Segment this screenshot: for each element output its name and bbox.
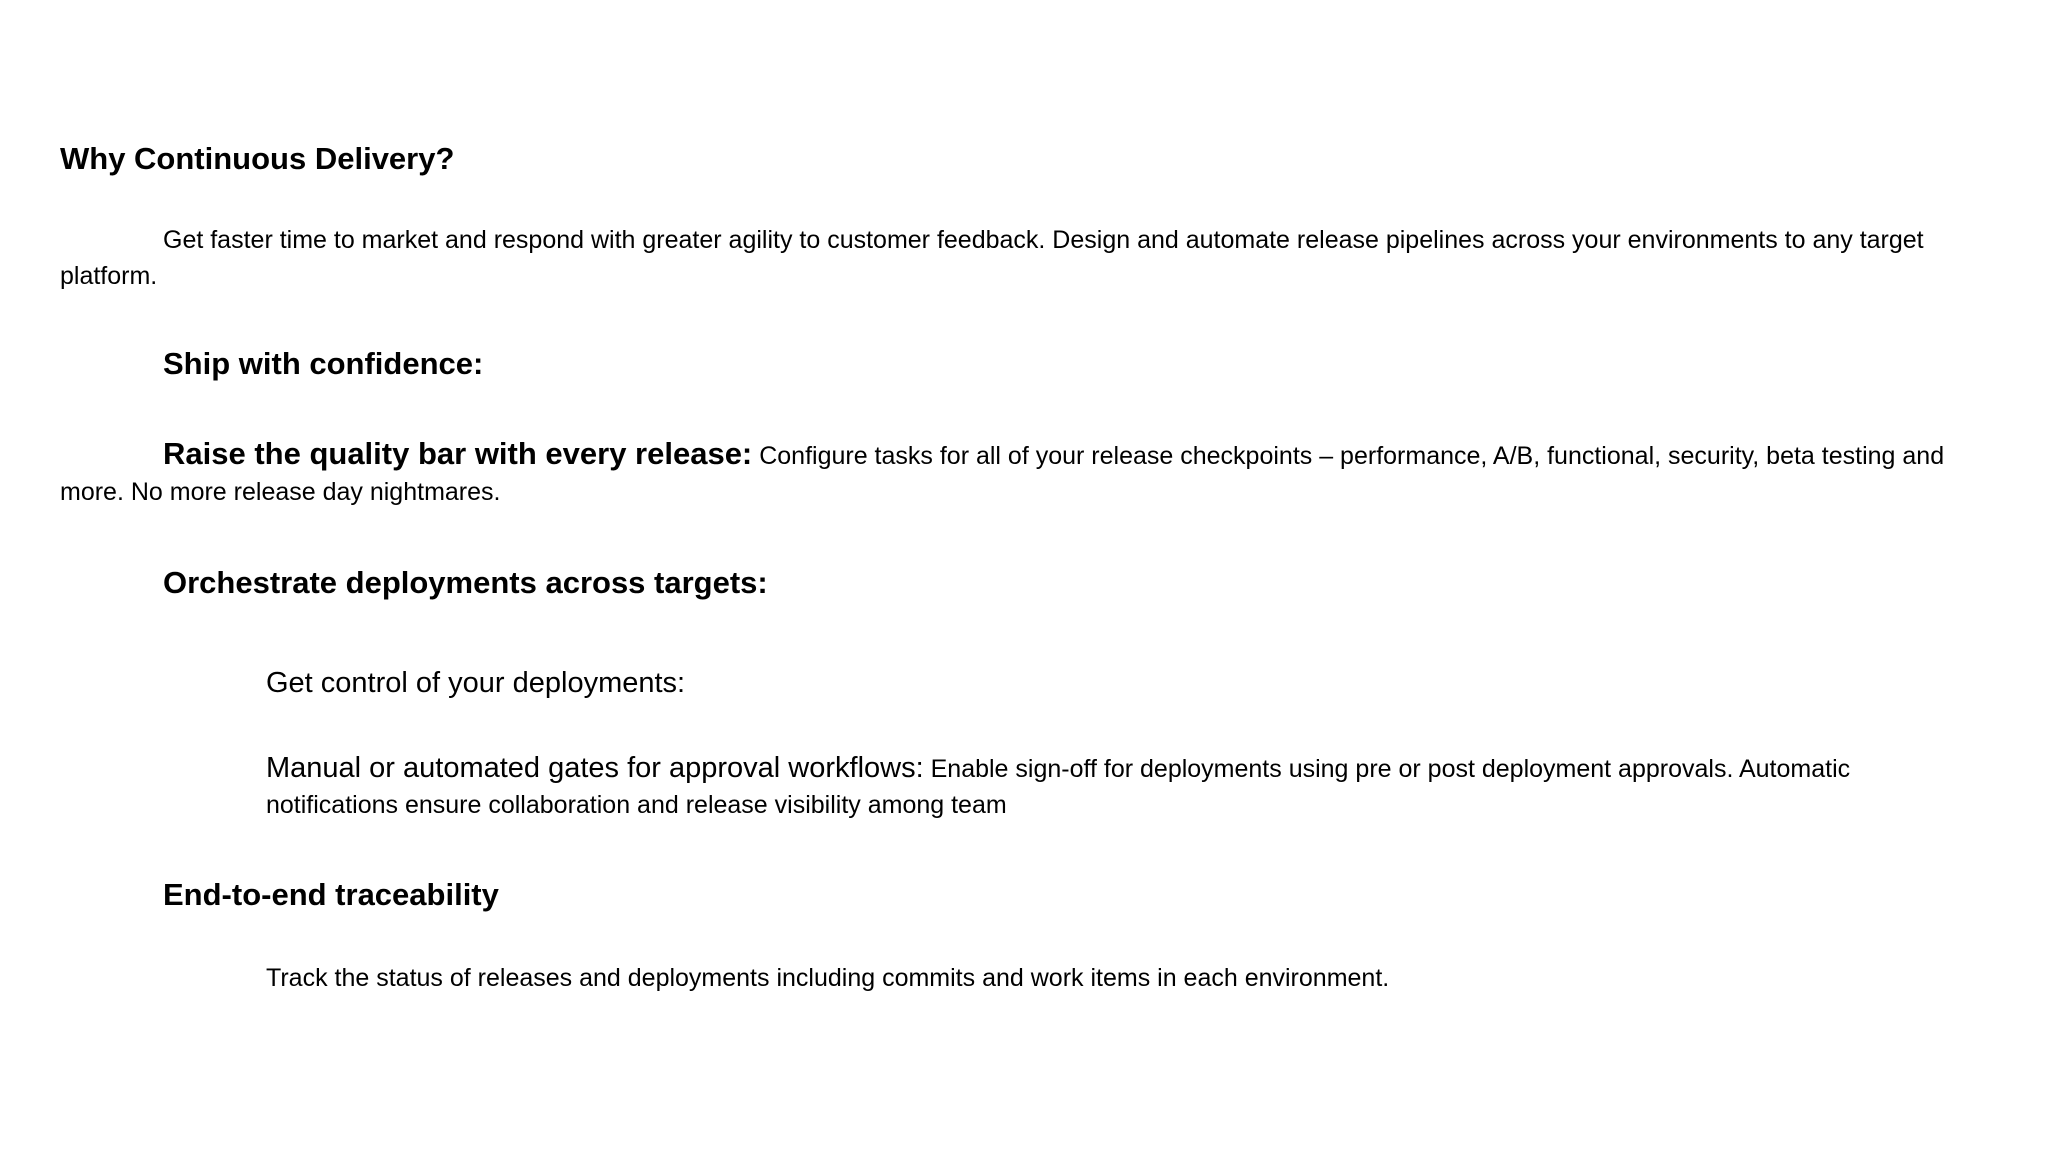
quality-bar-paragraph <box>60 436 2010 510</box>
intro-paragraph: Get faster time to market and respond with greater agility to customer feedback. Design and automate release pipelines across your environments to any target platform. <box>60 226 1924 290</box>
heading-orchestrate-deployments: Orchestrate deployments across targets: <box>163 565 768 600</box>
approval-gates-lead: Manual or automated gates for approval workflows: <box>266 752 924 784</box>
quality-bar-text: Configure tasks for all of your release checkpoints – performance, A/B, functional, security, beta testing and more. No more release day nightmares. <box>60 442 1945 506</box>
heading-ship-with-confidence: Ship with confidence: <box>163 346 484 381</box>
approval-gates-text: Enable sign-off for deployments using pre or post deployment approvals. Automatic notifications ensure collaboration and release visibility among team <box>266 755 1851 819</box>
quality-bar-lead: Raise the quality bar with every release: <box>163 436 753 471</box>
heading-end-to-end-traceability: End-to-end traceability <box>163 877 499 912</box>
approval-gates-paragraph <box>60 750 1946 823</box>
traceability-paragraph: Track the status of releases and deployments including commits and work items in each environment. <box>266 964 1390 992</box>
document-title: Why Continuous Delivery? <box>60 141 455 176</box>
heading-get-control: Get control of your deployments: <box>266 667 686 699</box>
